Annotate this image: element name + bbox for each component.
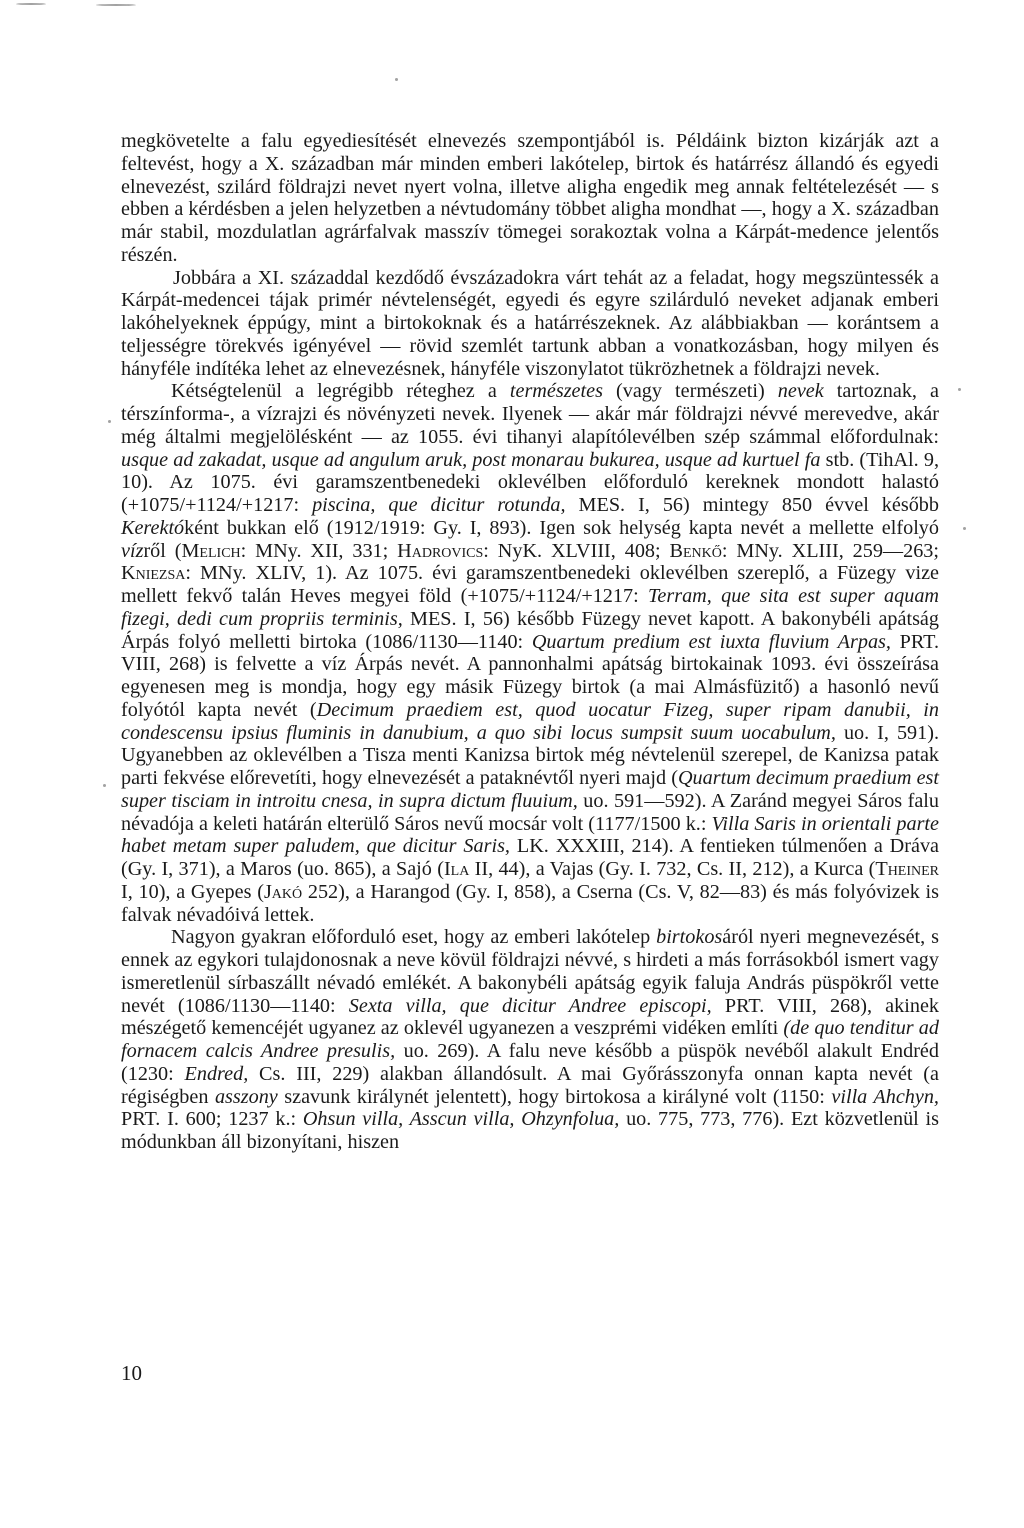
author-name: Hadrovics (397, 539, 484, 562)
italic-text: nevek (777, 380, 824, 403)
italic-text: Quartum predium est iuxta fluvium Arpas, (531, 630, 891, 653)
page-number: 10 (121, 1361, 142, 1385)
text-run: uo. 775, 773, 776). Ezt közvetlenül is módunkban áll bizonyítani, hiszen (121, 1108, 939, 1153)
italic-text: (de quo tenditur ad fornacem calcis Andree presulis, (121, 1017, 939, 1062)
italic-text: Terram, que sita est super aquam fizegi, dedi cum propriis terminis, (121, 585, 939, 630)
text-run: ként bukkan elő (1912/1919: Gy. I, 893). Igen sok helység kapta nevét a mellette elfolyó (184, 516, 939, 539)
text-run: : MNy. XLIII, 259—263; (721, 539, 939, 562)
italic-text: Endred, (184, 1062, 249, 1085)
paragraph-4 (121, 926, 939, 1154)
text-run: Jobbára a XI. századdal kezdődő évszázadokra várt tehát az a feladat, hogy megszüntessék a Kárpát-medencei tájak primér névtelenségét, egyedi és egyre szilárduló neveket adjanak emberi lakóhelyeknek éppúgy, mint a birtokoknak és a határrészeknek. Az alábbiakban — korántsem a teljességre törekvés igényével — rövid szemlét tartunk abban a vonatkozásban, hogy milyen és hányféle indítéka lehet az elnevezésnek, hányféle viszonylatot tükrözhetnek a földrajzi nevek. (121, 266, 939, 380)
author-name: Kniezsa (121, 562, 186, 585)
text-run: áról nyeri megnevezését, s ennek az egykori tulajdonosnak a neve kövül földrajzi névvé, s hirdeti a más forrásokból ismert vagy ismeretlenül sírbaszállt névadó emlékét. A bakonybéli apátság egyik faluja András püspökről vette nevét (1086/1130—1140: (121, 926, 939, 1017)
italic-text: természetes (509, 380, 603, 403)
scan-speck (958, 388, 961, 391)
italic-text: víz (121, 539, 144, 562)
italic-text: villa Ahchyn, (831, 1085, 939, 1108)
text-run: uo. I, 591). Ugyanebben az oklevélben a Tisza menti Kanizsa birtok még névtelenül szerepel, de Kanizsa patak parti fekvése előrevetíti, hogy elnevezését a pataknévtől nyeri majd ( (121, 721, 939, 789)
text-run: tartoznak, a térszínforma-, a vízrajzi és növényzeti nevek. Ilyenek — akár már földrajzi névvé merevedve, akár még általmi megjelölésként — az 1055. évi tihanyi alapítólevélben szép számmal előfordulnak: (121, 380, 939, 448)
text-run: ről ( (143, 539, 182, 562)
text-run: II, 44), a Vajas (Gy. I. 732, Cs. II, 212), a Kurca ( (469, 858, 876, 880)
italic-text: asszony (214, 1085, 278, 1108)
text-run: : NyK. XLVIII, 408; (483, 539, 670, 562)
italic-text: birtokos (656, 926, 723, 949)
scan-speck (16, 3, 46, 5)
author-name: Melich (181, 539, 241, 562)
text-run: uo. 591—592). A Zaránd megyei Sáros falu névadója a keleti határán elterülő Sáros nevű mocsár volt (1177/1500 k.: (121, 789, 939, 835)
text-run: Kétségtelenül a legrégibb réteghez a (171, 380, 510, 403)
italic-text: Quartum decimum praedium est super tisciam in introitu cnesa, in supra dictum fluuium, (121, 767, 939, 812)
text-run: PRT. VIII, 268) is felvette a víz Árpás nevét. A pannonhalmi apátság birtokainak 1093. évi összeírása egyenesen meg is mondja, hogy egy másik Füzegy birtok (a mai Almásfüzitő) a hasonló nevű folyótól kapta nevét ( (121, 630, 939, 721)
text-run: 252), a Harangod (Gy. I, 858), a Cserna (Cs. V, 82—83) és más folyóvizek is falvak névadóivá lettek. (121, 880, 940, 926)
text-run: PRT. I. 600; 1237 k.: (121, 1108, 303, 1131)
italic-text: piscina, que dicitur rotunda, (312, 494, 566, 516)
scan-speck (103, 784, 106, 787)
scan-speck (395, 78, 398, 81)
text-run: MES. I, 56) mintegy 850 évvel később (565, 494, 939, 516)
text-run: MES. I, 56) később Füzegy nevet kapott. A bakonybéli apátság Árpás folyó melletti birtoka (1086/1130—1140: (121, 607, 939, 653)
author-name: Jakó (263, 880, 303, 903)
text-run: I, 10), a Gyepes ( (121, 880, 264, 903)
text-run: szavunk királynét jelentett), hogy birtokosa a királyné volt (1150: (277, 1085, 832, 1108)
text-run: (vagy természeti) (602, 380, 778, 403)
author-name: Theiner (875, 858, 940, 880)
scan-speck (963, 527, 966, 530)
italic-text: Kerektó (121, 516, 185, 539)
scan-speck (108, 420, 111, 423)
scan-speck (96, 4, 136, 6)
paragraph-3 (121, 380, 939, 926)
text-run: megkövetelte a falu egyediesítését elnevezés szempontjából is. Példáink bizton kizárják azt a feltevést, hogy a X. században már minden emberi lakótelep, birtok és határrész állandó és egyedi elnevezést, szilárd földrajzi nevet nyert volna, illetve aligha engedik meg annak feltételezését — s ebben a kérdésben a jelen helyzetben a névtudomány többet aligha mondhat —, hogy a X. században már stabil, mozdulatlan agrárfalvak masszív tömegei sorakoztak volna a Kárpát-medence jelentős részén. (121, 130, 939, 266)
italic-text: Ohsun villa, Asscun villa, Ohzynfolua, (302, 1108, 620, 1131)
author-name: Ila (443, 858, 470, 880)
italic-text: Sexta villa, que dicitur Andree episcopi, (348, 994, 712, 1017)
paragraph-2 (121, 267, 939, 381)
text-run: : MNy. XII, 331; (240, 539, 398, 562)
text-run: stb. (TihAl. 9, 10). Az 1075. évi garamszentbenedeki oklevélben előforduló kereknek mondott halastó (+1075/+1124/+1217: (121, 448, 939, 516)
text-run: : MNy. XLIV, 1). Az 1075. évi garamszentbenedeki oklevélben szereplő, a Füzegy vize mellett fekvő talán Heves megyei föld (+1075/+1124/+1217: (121, 562, 939, 607)
italic-text: usque ad zakadat, usque ad angulum aruk, post monarau bukurea, usque ad kurtuel fa (121, 448, 821, 471)
text-run: Nagyon gyakran előforduló eset, hogy az emberi lakótelep (171, 926, 657, 949)
text-run: LK. XXXIII, 214). A fentieken túlmenően a Dráva (Gy. I, 371), a Maros (uo. 865), a Sajó ( (121, 835, 940, 880)
italic-text: Villa Saris in orientali parte habet metam super paludem, que dicitur Saris, (121, 812, 939, 858)
text-run: uo. 269). A falu neve később a püspök nevéből alakult Endréd (1230: (121, 1040, 939, 1085)
text-run: Cs. III, 229) alakban állandósult. A mai Győrásszonyfa onnan kapta nevét (a régiségben (121, 1062, 939, 1108)
italic-text: Decimum praediem est, quod uocatur Fizeg, super ripam danubii, in condescensu ipsius fluminis in danubium, a quo sibi locus sumpsit suum uocabulum, (121, 698, 939, 744)
body-text (121, 130, 939, 1154)
text-run: PRT. VIII, 268), akinek mészégető kemencéjét ugyanez az oklevél ugyanezen a veszprémi vidéken említi (121, 994, 939, 1040)
author-name: Benkő (669, 539, 722, 562)
paragraph-1 (121, 130, 939, 267)
